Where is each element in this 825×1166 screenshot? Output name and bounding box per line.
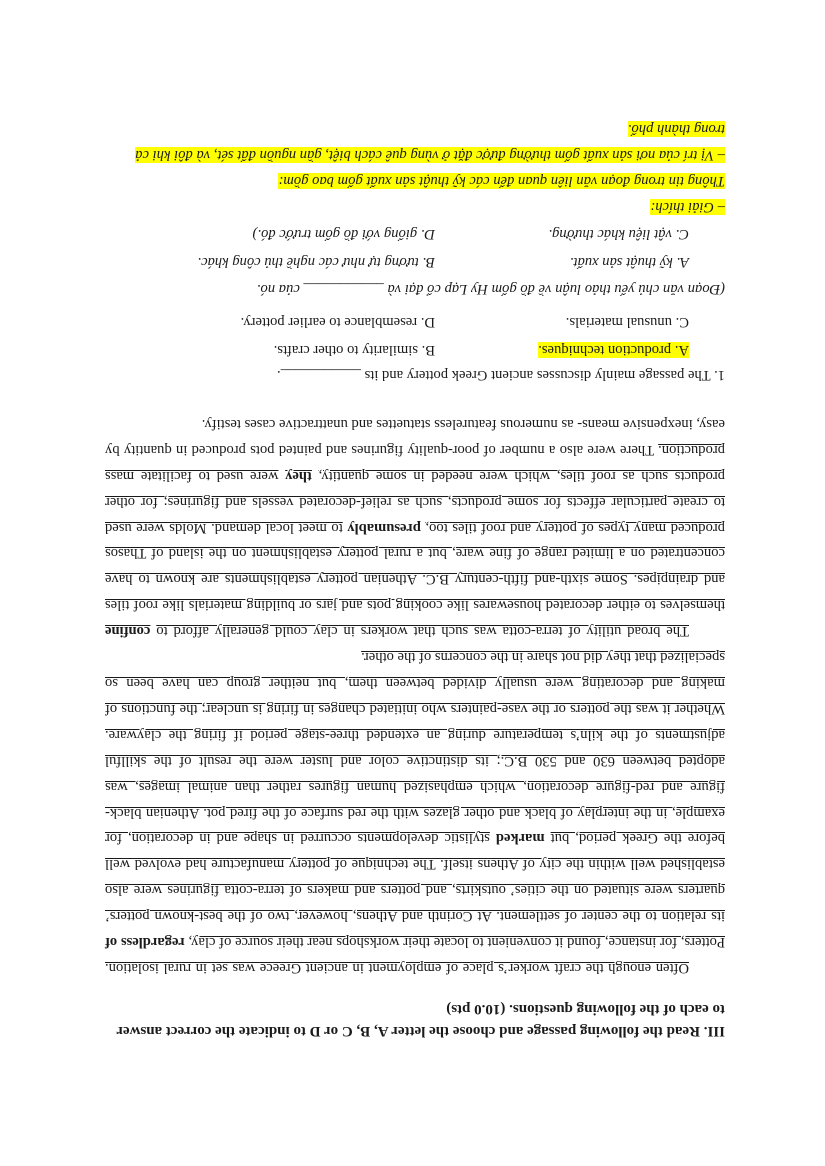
translation-stem: (Đoạn văn chủ yếu thảo luận về đồ gốm Hy Lạp cổ đại và ___________ của nó. (256, 281, 725, 298)
explanation-line-3: trong thành phố. (627, 121, 725, 138)
keyword-confine: confine (105, 623, 151, 640)
passage-p2-middle: themselves to either decorated housewares like cooking pots and jars or building materials like roof tiles and drainpipes. Some sixth-and fifth-century B.C. Athenian pottery establishments are known to have concentrated on a limited range of fine ware, but a rural pottery establishment on the island of Thasos produced many types of pottery and roof tiles too, (105, 519, 725, 614)
question-1-options (105, 308, 725, 364)
keyword-presumably: presumably (347, 519, 421, 536)
page-content (105, 116, 725, 1042)
translation-options (105, 220, 725, 276)
section-title-line2: to each of the following questions. (10.0 pts) (446, 1001, 725, 1017)
passage-p2-end: There were also a number of poor-quality figurines and painted pots produced in quantity by easy, inexpensive means- as numerous featureless statuettes and unattractive cases testify. (105, 415, 725, 458)
passage-paragraph-1 (105, 643, 725, 980)
passage-paragraph-2 (105, 410, 725, 643)
explanation-block (105, 116, 725, 220)
explanation-line-1: Thông tin trong đoạn văn liên quan đến các kỹ thuật sản xuất gốm bao gồm: (278, 173, 725, 190)
translation-option-d: D. giống với đồ gốm trước đó.) (252, 226, 435, 243)
keyword-they: they (285, 467, 312, 484)
translation-option-c: C. vật liệu khác thường. (548, 226, 689, 243)
section-heading (105, 998, 725, 1042)
option-b: B. similarity to other crafts. (273, 342, 435, 359)
translation-option-a: A. kỹ thuật sản xuất. (569, 254, 689, 271)
section-title-line1: III. Read the following passage and choose the letter A, B, C or D to indicate the correct answer (116, 1023, 725, 1039)
question-1-stem: 1. The passage mainly discusses ancient Greek pottery and its ___________. (277, 367, 725, 384)
keyword-regardless-of: regardless of (105, 934, 185, 951)
option-a-correct: A. production techniques. (538, 342, 689, 359)
option-d: D. resemblance to earlier pottery. (240, 314, 435, 331)
passage-p1-middle: its relation to the center of settlement. At Corinth and Athens, however, two of the best-known potters’ quarters were situated on the cities’ outskirts, and potters and makers of terra-cotta figurines were also established well within the city of Athens itself. The technique of pottery manufacture had evolved well before the Greek period, but (105, 830, 725, 925)
explanation-label: – Giải thích: (650, 199, 725, 216)
passage-p2-mass-production: were used to facilitate mass production. (104, 441, 725, 484)
explanation-line-2: – Vị trí của nơi sản xuất gốm thường được đặt ở vùng quê cách biệt, gần nguồn đất sét, và đôi khi cả (135, 147, 725, 164)
passage-p1-end: stylistic developments occurred in shape and in decoration, for example, in the interplay of black and other glazes with the red surface of the fired pot. Athenian black-figure and red-figure decoration, which emphasized human figures rather than animal images, was adopted between 630 and 530 B.C.; its distinctive color and luster were the result of the skillful adjustments of the kiln’s temperature during an extended three-stage period if firing the clayware. Whether it was the potters or the vase-painters who initiated changes in firing is unclear; the functions of making and decorating were usually divided between them, but neither group can have been so specialized that they did not share in the concerns of the other. (104, 649, 725, 847)
option-c: C. unusual materials. (565, 314, 689, 331)
passage-p1-opening: Often enough the craft worker’s place of employment in ancient Greece was set in rural isolation. Potters, for instance, found it convenient to locate their workshops near their source of clay, (105, 934, 725, 976)
keyword-marked: marked (495, 830, 545, 847)
passage-p2-opening: The broad utility of terra-cotta was such that workers in clay could generally afford to (156, 623, 689, 640)
passage-p2-molds: to meet local demand. Molds were used to create particular effects for some products, such as relief-decorated vessels and figurines; for other products such as roof tiles, which were needed in some quantity, (104, 467, 725, 536)
translation-option-b: B. tương tự như các nghề thủ công khác. (197, 254, 435, 271)
